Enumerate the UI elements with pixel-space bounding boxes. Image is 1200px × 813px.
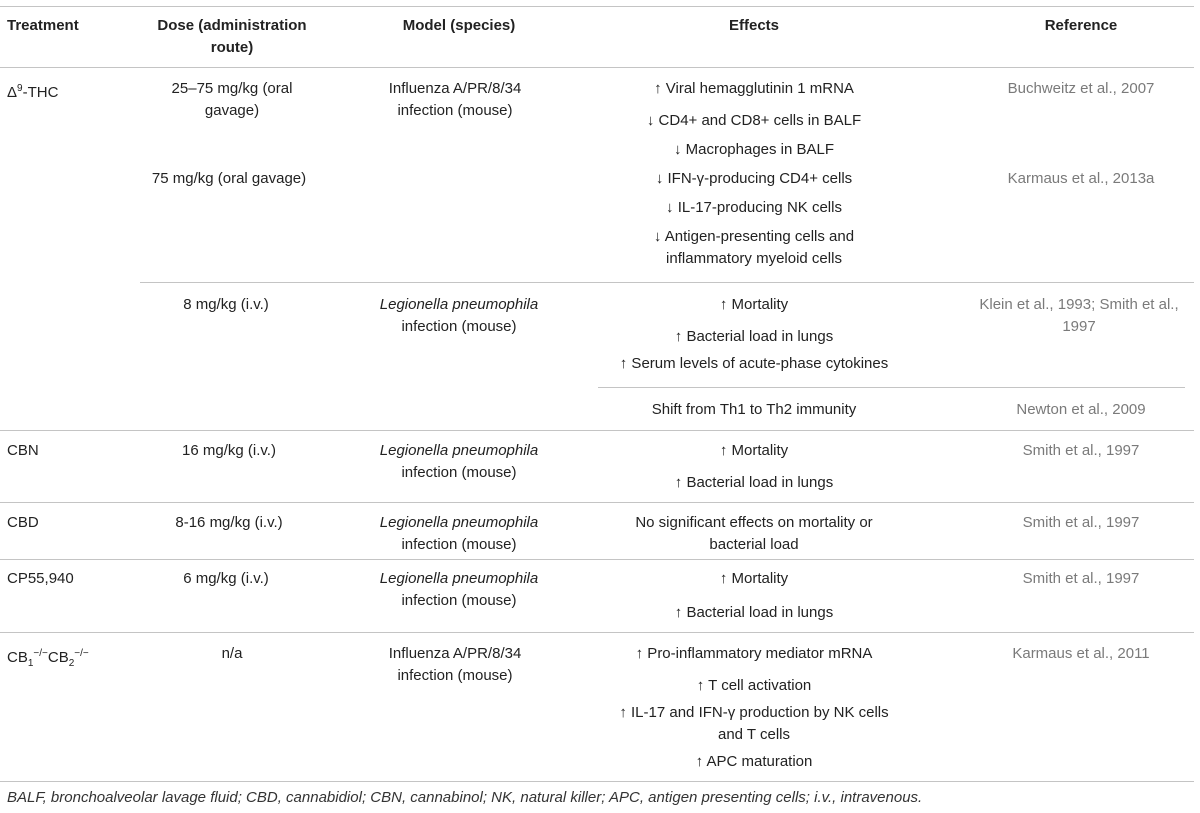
effect-cb-knockout-2: ↑ T cell activation [696,677,812,694]
treatment-thc: $\Delta^9$-THC [7,83,59,101]
effect-cbd-line1: No significant effects on mortality or [635,514,873,531]
rule-ko-bottom [0,781,1194,782]
effect-thc-7: ↑ Mortality [719,296,789,313]
reference-cbd: Smith et al., 1997 [1022,514,1140,531]
effect-cb-knockout-1: ↑ Pro-inflammatory mediator mRNA [635,645,873,662]
effect-thc-2: ↓ CD4+ and CD8+ cells in BALF [646,112,862,129]
model-cb-knockout-line1: Influenza A/PR/8/34 [388,645,522,662]
rule-thc-bottom [0,430,1194,431]
reference-thc-d: Newton et al., 2009 [1016,401,1146,418]
dose-cp55940: 6 mg/kg (i.v.) [183,570,269,587]
reference-thc-b: Karmaus et al., 2013a [1007,170,1155,187]
reference-thc-c-line1: Klein et al., 1993; Smith et al., [979,296,1179,313]
header-dose-line2: route) [210,39,254,56]
effect-thc-4: ↓ IFN-γ-producing CD4+ cells [655,170,853,187]
header-reference: Reference [1044,17,1118,34]
rule-cbn-bottom [0,502,1194,503]
rule-cp-bottom [0,632,1194,633]
effect-cb-knockout-3-line2: and T cells [718,726,790,743]
treatment-cb-knockout: $CB_1^{-/-}CB_2^{-/-}$ [7,648,89,669]
effect-thc-1: ↑ Viral hemagglutinin 1 mRNA [654,80,854,97]
reference-thc-c-line2: 1997 [1062,318,1096,335]
rule-header-bottom [0,67,1194,68]
effect-cp55940-1: ↑ Mortality [719,570,789,587]
dose-cb-knockout: n/a [221,645,243,662]
treatment-cp55940: CP55,940 [7,570,74,587]
model-cp55940-line2: infection (mouse) [401,592,517,609]
header-dose-line1: Dose (administration [157,17,307,34]
reference-cbn: Smith et al., 1997 [1022,442,1140,459]
rule-top [0,6,1194,7]
dose-cbn: 16 mg/kg (i.v.) [182,442,276,459]
effect-thc-9: ↑ Serum levels of acute-phase cytokines [619,355,889,372]
model-cb-knockout-line2: infection (mouse) [397,667,513,684]
effect-cbd-line2: bacterial load [709,536,799,553]
rule-thc-sub [140,282,1194,283]
dose-thc-b: 75 mg/kg (oral gavage) [151,170,307,187]
model-cbn-line1: Legionella pneumophila [379,442,539,459]
effect-thc-6-line1: ↓ Antigen-presenting cells and [653,228,855,245]
effect-thc-5: ↓ IL-17-producing NK cells [666,199,842,216]
effect-thc-6-line2: inflammatory myeloid cells [666,250,842,267]
effect-cbn-2: ↑ Bacterial load in lungs [674,474,834,491]
reference-thc-a: Buchweitz et al., 2007 [1007,80,1155,97]
dose-thc-a-line2: gavage) [204,102,260,119]
header-effects: Effects [728,17,780,34]
dose-thc-c: 8 mg/kg (i.v.) [183,296,269,313]
model-thc-a-line2: infection (mouse) [397,102,513,119]
reference-cb-knockout: Karmaus et al., 2011 [1012,645,1150,662]
dose-cbd: 8-16 mg/kg (i.v.) [175,514,283,531]
model-thc-c-line2: infection (mouse) [401,318,517,335]
model-cp55940-line1: Legionella pneumophila [379,570,539,587]
treatment-cbn: CBN [7,442,39,459]
rule-cbd-bottom [0,559,1194,560]
dose-thc-a-line1: 25–75 mg/kg (oral [171,80,293,97]
effect-thc-10: Shift from Th1 to Th2 immunity [651,401,857,418]
header-treatment: Treatment [7,17,79,34]
effect-cb-knockout-4: ↑ APC maturation [695,753,813,770]
effect-cp55940-2: ↑ Bacterial load in lungs [674,604,834,621]
effect-thc-3: ↓ Macrophages in BALF [673,141,835,158]
effect-cb-knockout-3-line1: ↑ IL-17 and IFN-γ production by NK cells [619,704,889,721]
effect-cbn-1: ↑ Mortality [719,442,789,459]
model-thc-a-line1: Influenza A/PR/8/34 [388,80,522,97]
treatment-cbd: CBD [7,514,39,531]
reference-cp55940: Smith et al., 1997 [1022,570,1140,587]
model-cbd-line1: Legionella pneumophila [379,514,539,531]
rule-thc-effects-sub [598,387,1185,388]
effect-thc-8: ↑ Bacterial load in lungs [674,328,834,345]
header-model: Model (species) [402,17,516,34]
model-cbd-line2: infection (mouse) [401,536,517,553]
model-cbn-line2: infection (mouse) [401,464,517,481]
model-thc-c-line1: Legionella pneumophila [379,296,539,313]
table-footnote: BALF, bronchoalveolar lavage fluid; CBD, cannabidiol; CBN, cannabinol; NK, natural killer; APC, antigen presenting cells; i.v., intravenous. [7,789,923,806]
